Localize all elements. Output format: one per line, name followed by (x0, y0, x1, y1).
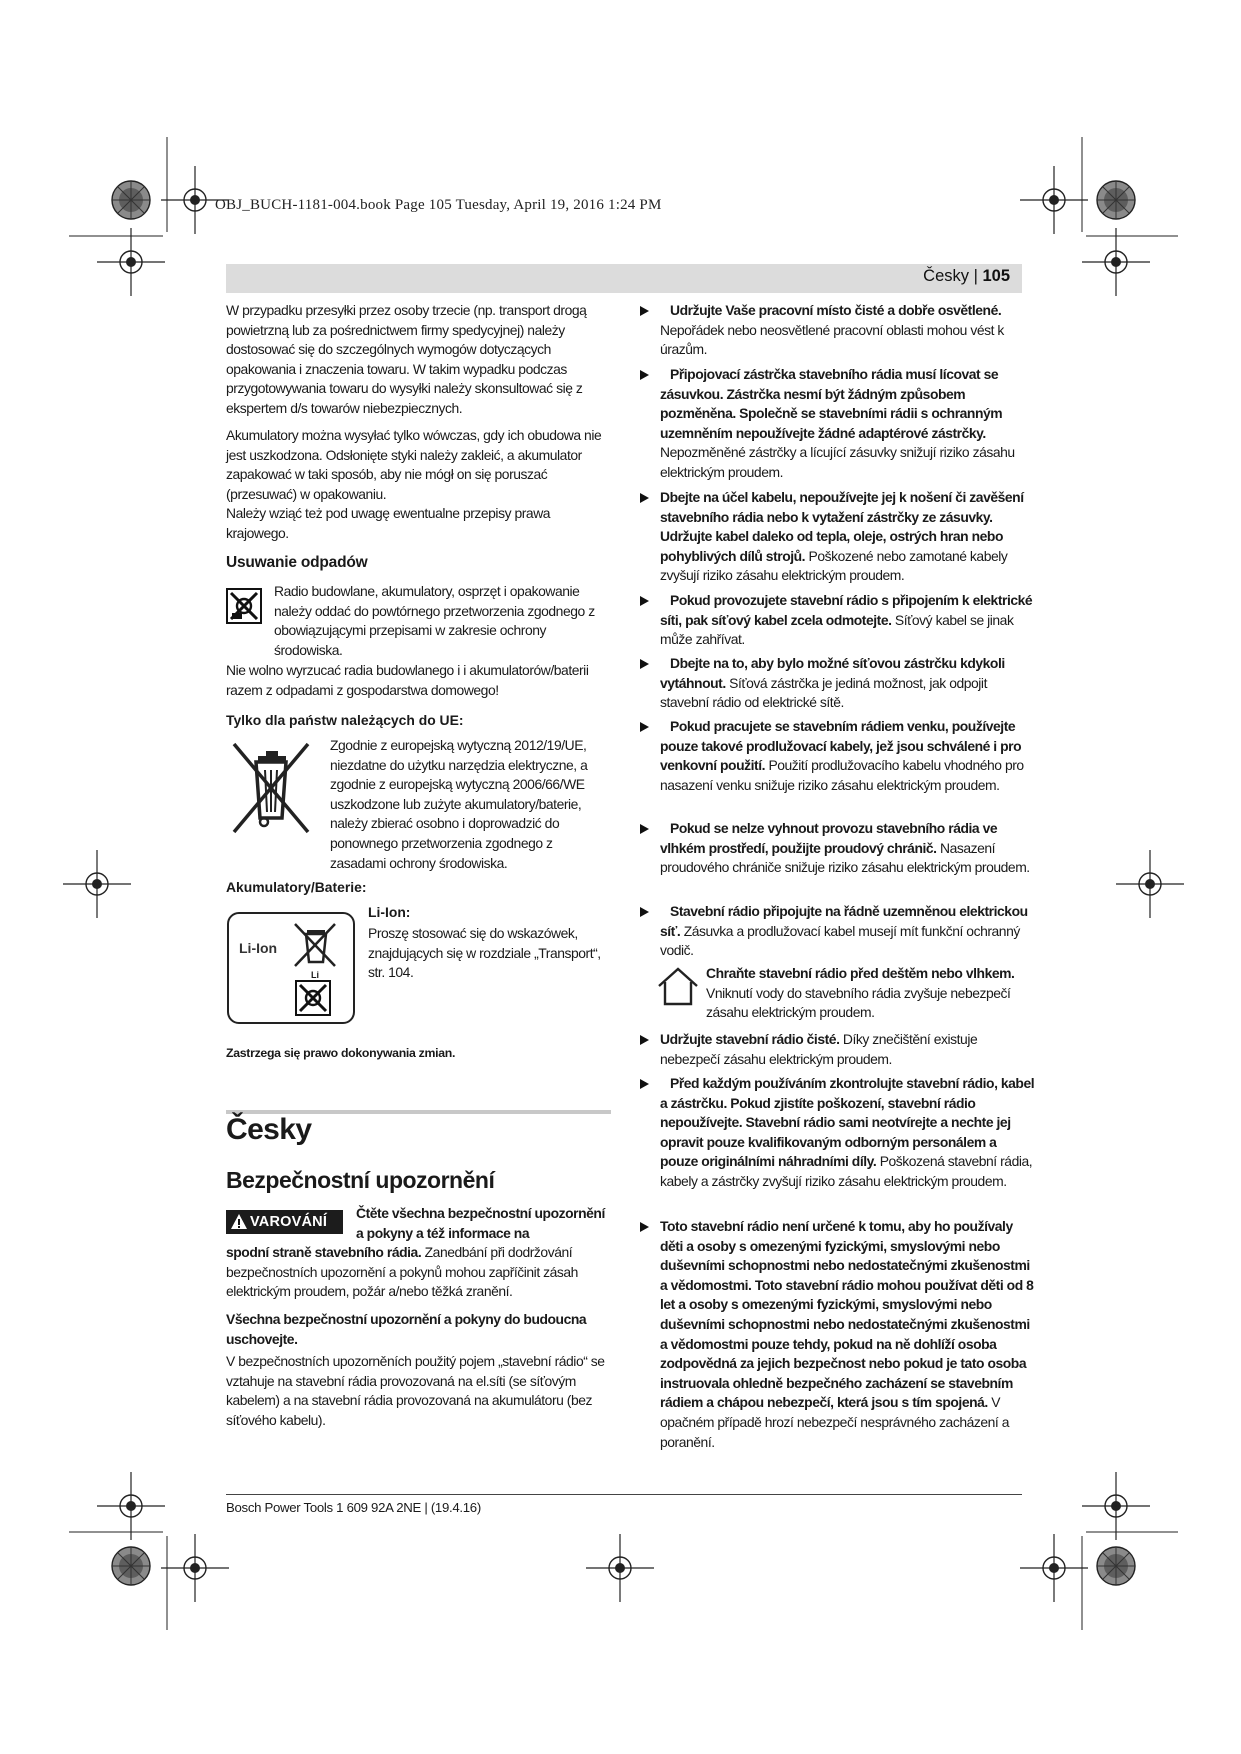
warning-paragraph: spodní straně stavebního rádia. Zanedbání při dodržování bezpečnostních upozornění a pokynů mohou zapříčinit zásah elektrickým proudem, požár a/nebo těžká zranění. (226, 1244, 578, 1300)
bullet-arrow-icon (640, 907, 649, 917)
page-header (226, 264, 1022, 293)
shipping-paragraph-2: Akumulatory można wysyłać tylko wówczas, gdy ich obudowa nie jest uszkodzona. Odsłonięte styki należy zakleić, a akumulator zapakować w taki sposób, aby nie mógł on się poruszać (przesuwać) w opakowaniu. (226, 427, 602, 502)
liion-heading: Li-Ion: (368, 904, 411, 920)
bullet-arrow-icon (640, 596, 649, 606)
safety-title: Bezpečnostní upozornění (226, 1167, 495, 1193)
changes-note: Zastrzega się prawo dokonywania zmian. (226, 1046, 456, 1060)
bullet-arrow-icon (640, 370, 649, 380)
disposal-heading: Usuwanie odpadów (226, 554, 368, 571)
warning-bold-head: Čtěte všechna bezpečnostní upozornění a pokyny a též informace na (356, 1205, 605, 1241)
bullet-arrow-icon (640, 1079, 649, 1089)
crossed-bin-small-icon (291, 920, 341, 972)
header-language: Česky (923, 267, 969, 285)
bullet-arrow-icon (640, 306, 649, 316)
warning-label: VAROVÁNÍ (250, 1214, 328, 1230)
page-header-title (923, 267, 1010, 286)
disposal-warning: Nie wolno wyrzucać radia budowlanego i i akumulatorów/baterii razem z odpadami z gospodarstwa domowego! (226, 662, 589, 698)
warning-triangle-icon (230, 1213, 248, 1230)
section-title-cz: Česky (226, 1113, 312, 1146)
liion-badge-label: Li-Ion (239, 940, 278, 956)
page-footer: Bosch Power Tools 1 609 92A 2NE | (19.4.16) (226, 1500, 481, 1515)
warning-badge (226, 1210, 343, 1234)
battery-heading: Akumulatory/Baterie: (226, 879, 367, 895)
rain-warning: Chraňte stavební rádio před deštěm nebo vlhkem. Vniknutí vody do stavebního rádia zvyšuje nebezpečí zásahu elektrickým proudem. (706, 965, 1015, 1021)
recycle-box-icon (226, 588, 262, 624)
eu-heading: Tylko dla państw należących do UE: (226, 712, 464, 728)
bullet-arrow-icon (640, 659, 649, 669)
bullet-arrow-icon (640, 493, 649, 503)
definition-paragraph: V bezpečnostních upozorněních použitý pojem „stavební rádio“ se vztahuje na stavební rádia provozovaná na el.síti (se síťovým kabelem) a na stavební rádia provozovaná na akumulátoru (bez síťového kabelu). (226, 1353, 605, 1428)
footer-rule (226, 1494, 1022, 1495)
shipping-paragraph-3: Należy wziąć też pod uwagę ewentualne przepisy prawa krajowego. (226, 505, 551, 541)
liion-text: Proszę stosować się do wskazówek, znajdujących się w rozdziale „Transport“, str. 104. (368, 925, 601, 981)
disposal-text: Radio budowlane, akumulatory, osprzęt i opakowanie należy oddać do powtórnego przetworzenia zgodnego z obowiązującymi przepisami w zakresie ochrony środowiska. (274, 583, 595, 658)
bullet-arrow-icon (640, 1222, 649, 1232)
eu-text: Zgodnie z europejską wytyczną 2012/19/UE, niezdatne do użytku narzędzia elektryczne, a zgodnie z europejską wytyczną 2006/66/WE uszkodzone lub zużyte akumulatory/baterie, należy zbierać osobno i doprowadzić do ponownego przetworzenia zgodnego z zasadami ochrony środowiska. (330, 737, 588, 871)
bullet-arrow-icon (640, 1035, 649, 1045)
print-info: OBJ_BUCH-1181-004.book Page 105 Tuesday, April 19, 2016 1:24 PM (215, 197, 662, 213)
page-number: 105 (982, 267, 1010, 285)
shipping-paragraph-1: W przypadku przesyłki przez osoby trzecie (np. transport drogą powietrzną lub za pośrednictwem firmy spedycyjnej) należy dostosować się do szczególnych wymogów dotyczących opakowania i znaczenia towaru. W takim wypadku podczas przygotowywania towaru do wysyłki należy skonsultować się z ekspertem d/s towarów niebezpiecznych. (226, 302, 587, 416)
crossed-bin-icon (226, 738, 316, 838)
liion-symbol-box (227, 912, 355, 1024)
li-small-label: Li (311, 970, 319, 980)
header-separator: | (969, 267, 983, 285)
bullet-arrow-icon (640, 722, 649, 732)
keep-instructions: Všechna bezpečnostní upozornění a pokyny do budoucna uschovejte. (226, 1311, 587, 1347)
house-rain-icon (656, 966, 700, 1008)
recycle-small-icon (295, 980, 331, 1016)
bullet-arrow-icon (640, 824, 649, 834)
